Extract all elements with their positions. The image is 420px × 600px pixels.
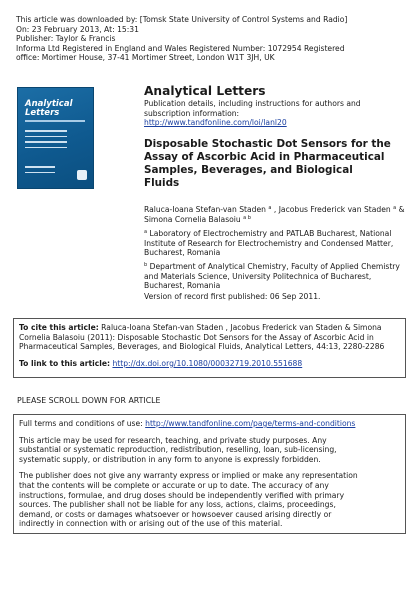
- link-label: To link to this article:: [19, 358, 111, 368]
- article-title-line: Disposable Stochastic Dot Sensors for the: [144, 138, 391, 150]
- terms-line: that the contents will be complete or accurate or up to date. The accuracy of any: [19, 480, 329, 490]
- header-line: This article was downloaded by: [Tomsk State University of Control Systems and Radio]: [16, 15, 348, 24]
- affiliation-mark: a b: [243, 214, 251, 221]
- cite-text: Pharmaceutical Samples, Beverages, and Biological Fluids, Analytical Letters, 44:13, 2280-2286: [19, 342, 385, 352]
- cite-text: Raluca-Ioana Stefan-van Staden , Jacobus Frederick van Staden & Simona: [98, 323, 382, 332]
- header-line: Publisher: Taylor & Francis: [16, 34, 116, 44]
- terms-box: [13, 414, 406, 534]
- terms-link[interactable]: http://www.tandfonline.com/page/terms-and-conditions: [145, 419, 356, 428]
- journal-name: Analytical Letters: [144, 84, 266, 98]
- terms-line: substantial or systematic reproduction, redistribution, reselling, loan, sub-licensing,: [19, 445, 337, 455]
- journal-cover-image: [17, 87, 94, 189]
- affiliation-line: Institute of Research for Electrochemistry and Condensed Matter,: [144, 238, 394, 248]
- affiliation-mark: a: [268, 205, 272, 211]
- cover-title-line: Letters: [25, 108, 60, 118]
- published-date: Version of record first published: 06 Sep 2011.: [144, 292, 321, 301]
- article-title-line: Samples, Beverages, and Biological: [144, 164, 353, 176]
- header-line: On: 23 February 2013, At: 15:31: [16, 24, 139, 34]
- terms-paragraph: [19, 471, 400, 529]
- scroll-notice: PLEASE SCROLL DOWN FOR ARTICLE: [17, 396, 161, 405]
- affiliation-line: and Materials Science, University Politechnica of Bucharest,: [144, 271, 372, 281]
- affiliation-mark: a: [393, 205, 397, 211]
- journal-info-line: Publication details, including instructions for authors and: [144, 99, 361, 108]
- article-title-line: Fluids: [144, 177, 180, 189]
- affiliation-line: Department of Analytical Chemistry, Faculty of Applied Chemistry: [147, 262, 400, 271]
- article-title: [144, 138, 412, 190]
- header-line: Informa Ltd Registered in England and Wales Registered Number: 1072954 Registered: [16, 43, 345, 53]
- terms-line: The publisher does not give any warranty express or implied or make any representation: [19, 471, 358, 481]
- author-separator: &: [396, 205, 405, 214]
- publisher-logo-icon: [77, 170, 87, 180]
- cover-title: [25, 100, 73, 118]
- terms-line: instructions, formulae, and drug doses should be independently verified with primary: [19, 490, 345, 500]
- author-name: , Jacobus Frederick van Staden: [271, 205, 391, 214]
- affiliation-line: Bucharest, Romania: [144, 281, 221, 291]
- terms-line: indirectly in connection with or arising out of the use of this material.: [19, 519, 283, 529]
- download-header: [16, 15, 404, 63]
- journal-info-line: subscription information:: [144, 108, 240, 118]
- header-line: office: Mortimer House, 37-41 Mortimer Street, London W1T 3JH, UK: [16, 53, 275, 63]
- cite-label: To cite this article:: [19, 323, 99, 332]
- cite-text: Cornelia Balasoiu (2011): Disposable Stochastic Dot Sensors for the Assay of Ascorbic Acid in: [19, 332, 374, 342]
- affiliation-b: [144, 262, 412, 291]
- terms-line: This article may be used for research, teaching, and private study purposes. Any: [19, 435, 327, 445]
- article-title-line: Assay of Ascorbic Acid in Pharmaceutical: [144, 151, 385, 163]
- cover-title-line: Analytical: [25, 99, 73, 109]
- affiliation-mark: a: [144, 229, 148, 235]
- journal-info: [144, 84, 409, 128]
- author-name: Raluca-Ioana Stefan-van Staden: [144, 205, 266, 214]
- affiliation-mark: b: [144, 262, 148, 268]
- doi-link[interactable]: http://dx.doi.org/10.1080/00032719.2010.551688: [112, 358, 303, 368]
- terms-paragraph: [19, 436, 400, 465]
- terms-line: systematic supply, or distribution in any form to anyone is expressly forbidden.: [19, 454, 321, 464]
- affiliation-line: Laboratory of Electrochemistry and PATLAB Bucharest, National: [147, 229, 392, 238]
- affiliation-line: Bucharest, Romania: [144, 248, 221, 258]
- article-authors: [144, 205, 412, 224]
- terms-line: demand, or costs or damages whatsoever or howsoever caused arising directly or: [19, 509, 332, 519]
- citation-box: [13, 318, 406, 378]
- journal-url-link[interactable]: http://www.tandfonline.com/loi/lanl20: [144, 118, 287, 128]
- author-name: Simona Cornelia Balasoiu: [144, 214, 241, 224]
- cover-text-lines: [25, 130, 67, 152]
- cover-footer-lines: [25, 166, 55, 177]
- terms-line: sources. The publisher shall not be liable for any loss, actions, claims, proceedings,: [19, 500, 336, 510]
- cover-rule: [25, 120, 85, 122]
- terms-intro: Full terms and conditions of use:: [19, 419, 146, 428]
- affiliation-a: [144, 229, 412, 258]
